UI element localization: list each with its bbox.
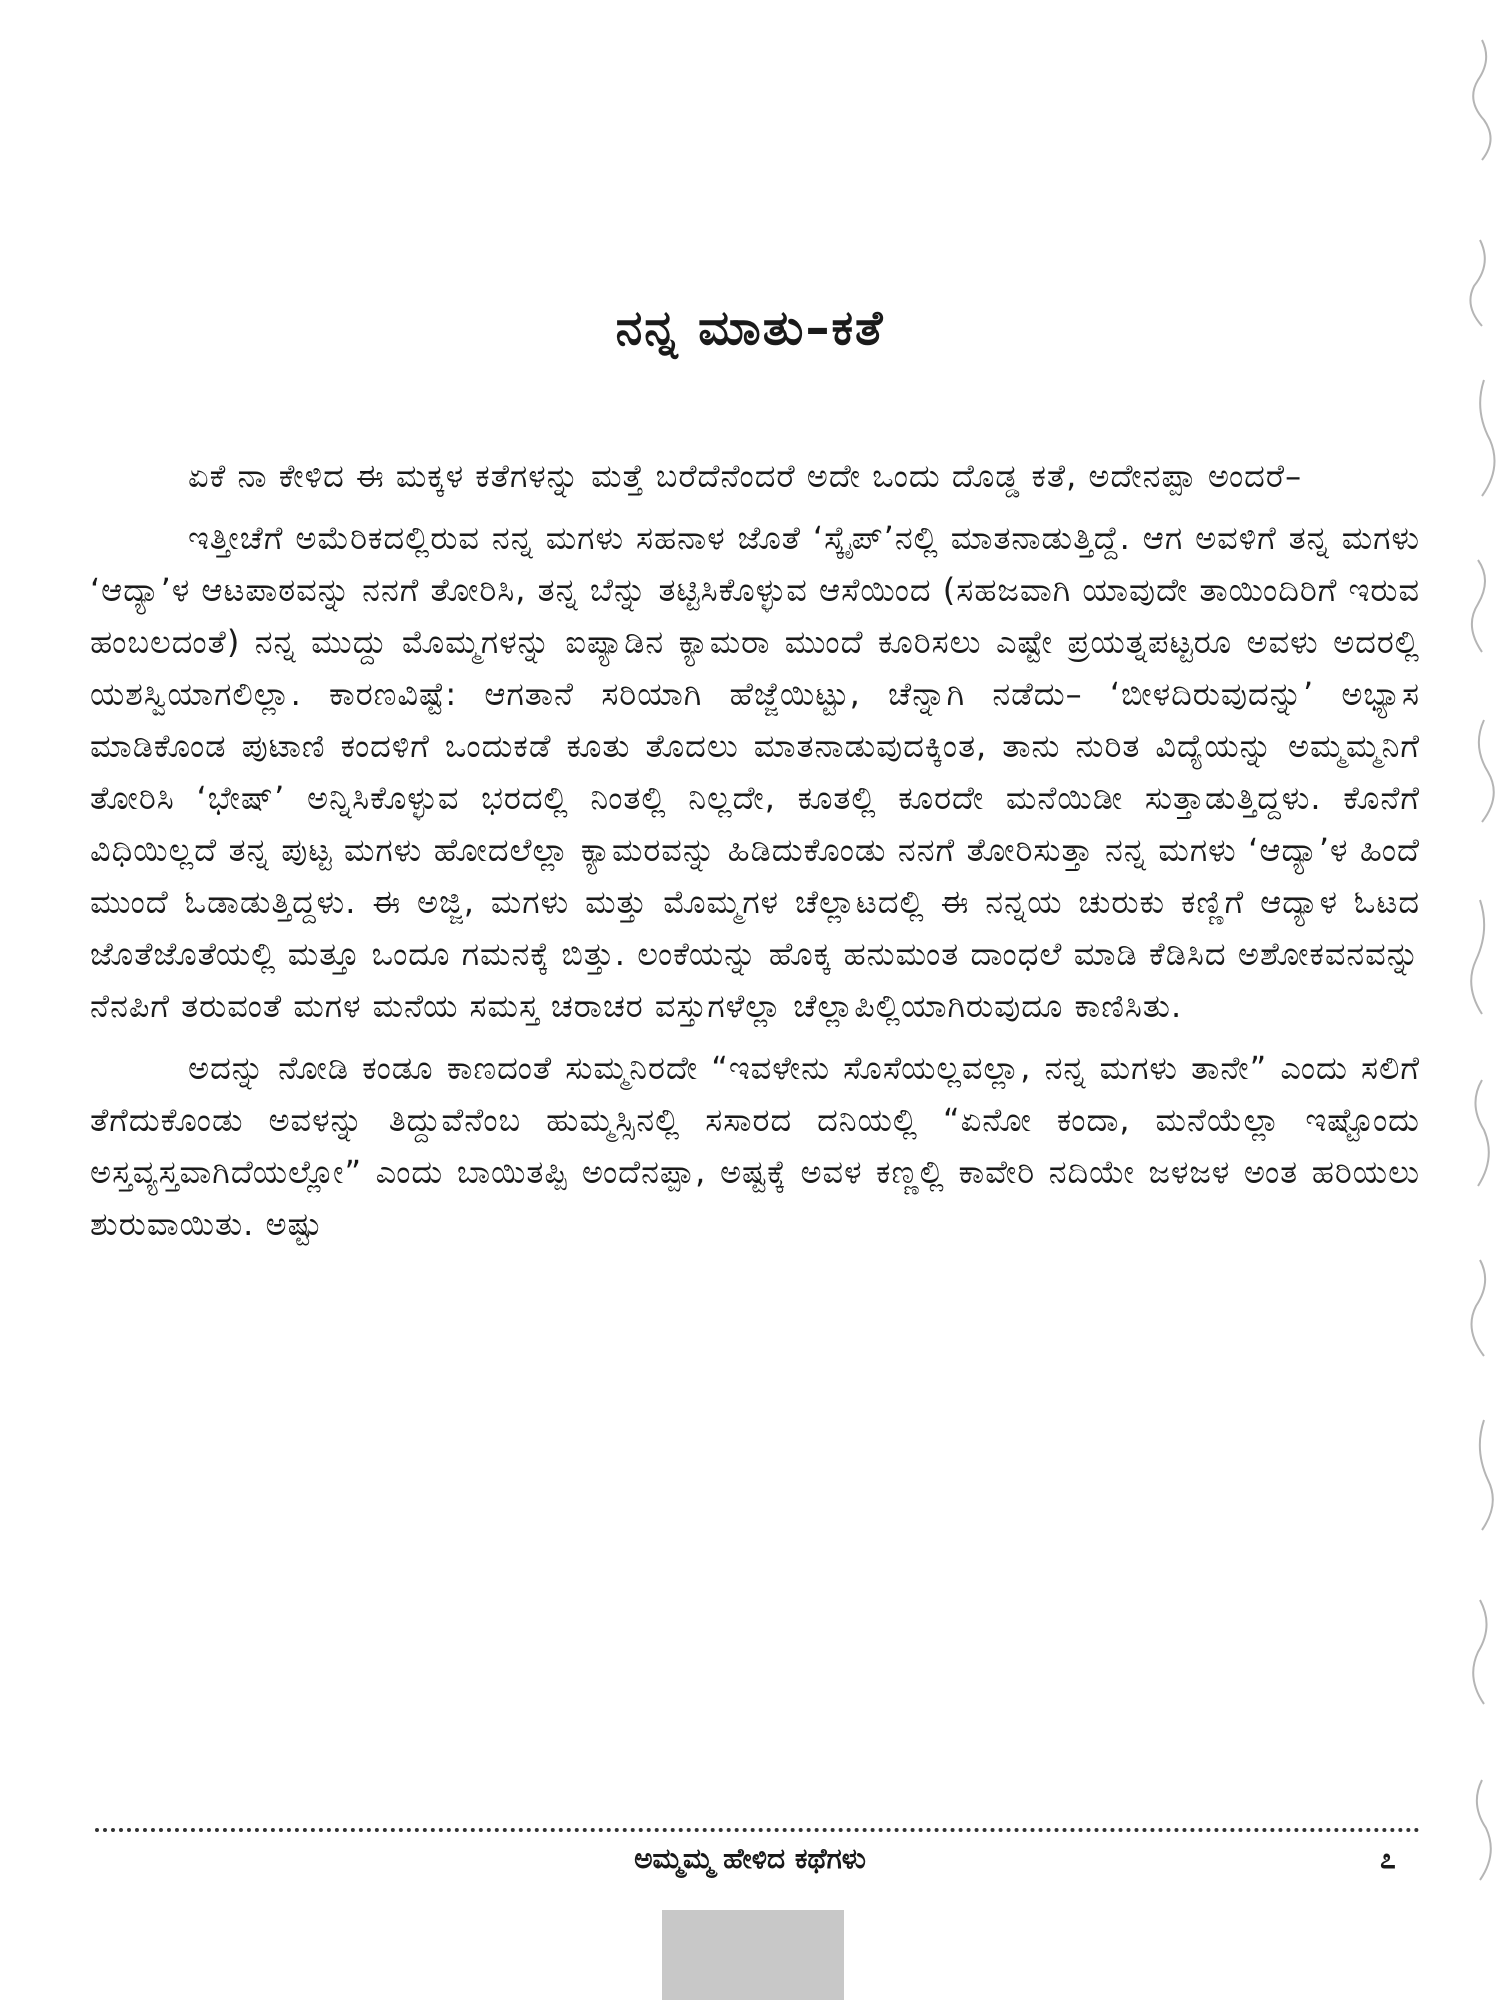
paragraph-3: ಅದನ್ನು ನೋಡಿ ಕಂಡೂ ಕಾಣದಂತೆ ಸುಮ್ಮನಿರದೇ “ಇವಳೇನು ಸೊಸೆಯಲ್ಲವಲ್ಲಾ, ನನ್ನ ಮಗಳು ತಾನೇ” ಎಂದು ಸಲಿಗೆ ತೆಗೆದುಕೊಂಡು ಅವಳನ್ನು ತಿದ್ದುವೆನೆಂಬ ಹುಮ್ಮಸ್ಸಿನಲ್ಲಿ ಸಸಾರದ ದನಿಯಲ್ಲಿ “ಏನೋ ಕಂದಾ, ಮನೆಯೆಲ್ಲಾ ಇಷ್ಟೊಂದು ಅಸ್ತವ್ಯಸ್ತವಾಗಿದೆಯಲ್ಲೋ” ಎಂದು ಬಾಯಿತಪ್ಪಿ ಅಂದೆನಪ್ಪಾ, ಅಷ್ಟಕ್ಕೆ ಅವಳ ಕಣ್ಣಲ್ಲಿ ಕಾವೇರಿ ನದಿಯೇ ಜಳಜಳ ಅಂತ ಹರಿಯಲು ಶುರುವಾಯಿತು. ಅಷ್ಟು [90,1049,1420,1243]
paragraph-2: ಇತ್ತೀಚೆಗೆ ಅಮೆರಿಕದಲ್ಲಿರುವ ನನ್ನ ಮಗಳು ಸಹನಾಳ ಜೊತೆ ‘ಸ್ಕೈಪ್’ನಲ್ಲಿ ಮಾತನಾಡುತ್ತಿದ್ದೆ. ಆಗ ಅವಳಿಗೆ ತನ್ನ ಮಗಳು ‘ಆದ್ಯಾ’ಳ ಆಟಪಾಠವನ್ನು ನನಗೆ ತೋರಿಸಿ, ತನ್ನ ಬೆನ್ನು ತಟ್ಟಿಸಿಕೊಳ್ಳುವ ಆಸೆಯಿಂದ (ಸಹಜವಾಗಿ ಯಾವುದೇ ತಾಯಿಂದಿರಿಗೆ ಇರುವ ಹಂಬಲದಂತೆ) ನನ್ನ ಮುದ್ದು ಮೊಮ್ಮಗಳನ್ನು ಐಪ್ಯಾಡಿನ ಕ್ಯಾಮರಾ ಮುಂದೆ ಕೂರಿಸಲು ಎಷ್ಟೇ ಪ್ರಯತ್ನಪಟ್ಟರೂ ಅವಳು ಅದರಲ್ಲಿ ಯಶಸ್ವಿಯಾಗಲಿಲ್ಲಾ. ಕಾರಣವಿಷ್ಟೆ: ಆಗತಾನೆ ಸರಿಯಾಗಿ ಹೆಜ್ಜೆಯಿಟ್ಟು, ಚೆನ್ನಾಗಿ ನಡೆದು– ‘ಬೀಳದಿರುವುದನ್ನು’ ಅಭ್ಯಾಸ ಮಾಡಿಕೊಂಡ ಪುಟಾಣಿ ಕಂದಳಿಗೆ ಒಂದುಕಡೆ ಕೂತು ತೊದಲು ಮಾತನಾಡುವುದಕ್ಕಿಂತ, ತಾನು ನುರಿತ ವಿದ್ಯೆಯನ್ನು ಅಮ್ಮಮ್ಮನಿಗೆ ತೋರಿಸಿ ‘ಭೇಷ್’ ಅನ್ನಿಸಿಕೊಳ್ಳುವ ಭರದಲ್ಲಿ ನಿಂತಲ್ಲಿ ನಿಲ್ಲದೇ, ಕೂತಲ್ಲಿ ಕೂರದೇ ಮನೆಯಿಡೀ ಸುತ್ತಾಡುತ್ತಿದ್ದಳು. ಕೊನೆಗೆ ವಿಧಿಯಿಲ್ಲದೆ ತನ್ನ ಪುಟ್ಟ ಮಗಳು ಹೋದಲೆಲ್ಲಾ ಕ್ಯಾಮರವನ್ನು ಹಿಡಿದುಕೊಂಡು ನನಗೆ ತೋರಿಸುತ್ತಾ ನನ್ನ ಮಗಳು ‘ಆದ್ಯಾ’ಳ ಹಿಂದೆ ಮುಂದೆ ಓಡಾಡುತ್ತಿದ್ದಳು. ಈ ಅಜ್ಜಿ, ಮಗಳು ಮತ್ತು ಮೊಮ್ಮಗಳ ಚೆಲ್ಲಾಟದಲ್ಲಿ ಈ ನನ್ನಯ ಚುರುಕು ಕಣ್ಣಿಗೆ ಆದ್ಯಾಳ ಓಟದ ಜೊತೆಜೊತೆಯಲ್ಲಿ ಮತ್ತೂ ಒಂದೂ ಗಮನಕ್ಕೆ ಬಿತ್ತು. ಲಂಕೆಯನ್ನು ಹೊಕ್ಕ ಹನುಮಂತ ದಾಂಧಲೆ ಮಾಡಿ ಕೆಡಿಸಿದ ಅಶೋಕವನವನ್ನು ನೆನಪಿಗೆ ತರುವಂತೆ ಮಗಳ ಮನೆಯ ಸಮಸ್ತ ಚರಾಚರ ವಸ್ತುಗಳೆಲ್ಲಾ ಚೆಲ್ಲಾಪಿಲ್ಲಿಯಾಗಿರುವುದೂ ಕಾಣಿಸಿತು. [90,519,1420,1025]
footer-dotted-divider [95,1828,1420,1832]
page-edge-scribble [1462,0,1500,2000]
paragraph-1: ಏಕೆ ನಾ ಕೇಳಿದ ಈ ಮಕ್ಕಳ ಕತೆಗಳನ್ನು ಮತ್ತೆ ಬರೆದೆನೆಂದರೆ ಅದೇ ಒಂದು ದೊಡ್ಡ ಕತೆ, ಅದೇನಪ್ಪಾ ಅಂದರೆ– [188,457,1303,495]
page-title: ನನ್ನ ಮಾತು–ಕತೆ [615,300,885,356]
body-text [90,450,1420,1260]
page-number: ೭ [1380,1842,1396,1875]
bottom-gray-tab [662,1910,844,2000]
footer-book-title: ಅಮ್ಮಮ್ಮ ಹೇಳಿದ ಕಥೆಗಳು [634,1842,866,1875]
